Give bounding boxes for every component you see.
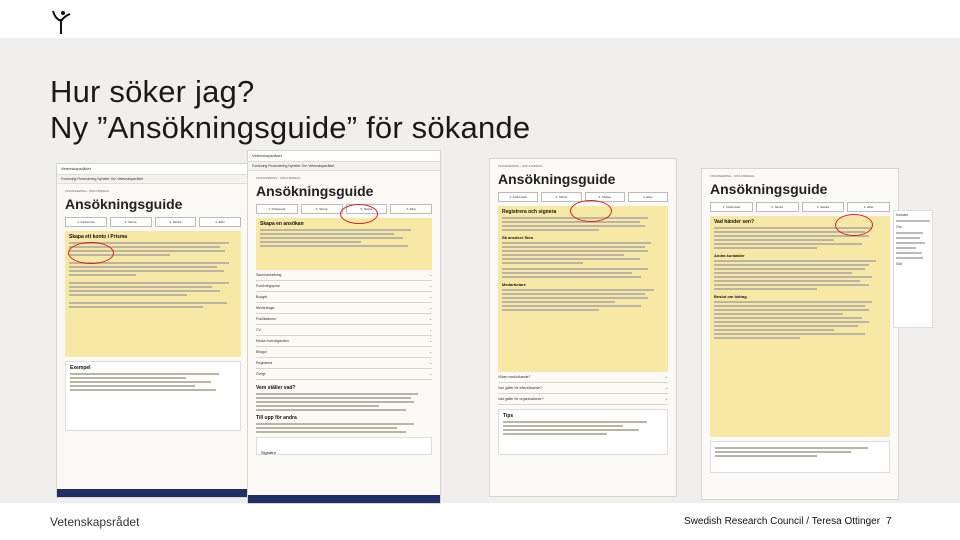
shot2-text-line xyxy=(260,237,403,239)
shot3-tab-1[interactable]: 1. Förbereda xyxy=(498,192,538,202)
shot4-text-line xyxy=(714,288,817,290)
shot1-tabs xyxy=(65,217,241,227)
shot4-text-line xyxy=(714,309,869,311)
shot4-text-line xyxy=(714,280,860,282)
shot3-text-line xyxy=(502,254,624,256)
chevron-down-icon: ⌄ xyxy=(665,375,668,379)
footer-credit xyxy=(684,516,892,527)
shot4-text-line xyxy=(714,243,862,245)
shot2-section xyxy=(256,218,432,270)
shot2-tab-4[interactable]: 4. Efter xyxy=(390,204,432,214)
shot3-tips-line xyxy=(503,429,639,431)
chevron-down-icon: ⌄ xyxy=(429,372,432,376)
shot2-acc-label: Sammanfattning xyxy=(256,273,282,277)
shot1-tab-3[interactable]: 3. Skicka xyxy=(155,217,197,227)
shot2-acc-label: Registrera xyxy=(256,361,273,365)
shot1-text-line xyxy=(69,286,212,288)
chevron-down-icon: ⌄ xyxy=(429,273,432,277)
shot2-accordion-7[interactable] xyxy=(256,336,432,347)
shot1-text-line xyxy=(69,274,136,276)
shot1-text-line xyxy=(69,306,203,308)
chevron-down-icon: ⌄ xyxy=(429,317,432,321)
shot4-heading: Ansökningsguide xyxy=(710,181,828,197)
shot3-text-line xyxy=(502,258,640,260)
shot2-sub-title2: Till upp för andra xyxy=(256,415,297,421)
chevron-down-icon: ⌄ xyxy=(429,361,432,365)
side-panel-label-3[interactable]: Sök xyxy=(896,262,903,266)
shot2-accordion-10[interactable] xyxy=(256,369,432,380)
shot3-tips-line xyxy=(503,433,607,435)
shot3-text-line xyxy=(502,293,645,295)
shot1-footer-bar xyxy=(57,489,249,497)
shot4-info-line xyxy=(715,455,817,457)
side-panel-divider xyxy=(896,257,923,259)
chevron-down-icon: ⌄ xyxy=(429,339,432,343)
shot1-tab-1[interactable]: 1. Förbereda xyxy=(65,217,107,227)
shot3-breadcrumb: FINANSIERING › SÖKA BIDRAG xyxy=(498,164,543,168)
shot4-tab-4[interactable]: 4. Efter xyxy=(847,202,890,212)
shot2-tab-1[interactable]: 1. Förbereda xyxy=(256,204,298,214)
shot4-text-line xyxy=(714,305,865,307)
shot2-text-line xyxy=(256,405,379,407)
side-panel-label-2[interactable]: Om xyxy=(896,225,902,229)
shot1-text-line xyxy=(69,294,187,296)
shot2-acc-label: Etiska överväganden xyxy=(256,339,289,343)
shot4-tab-1[interactable]: 1. Förbereda xyxy=(710,202,753,212)
side-panel xyxy=(893,210,933,328)
shot3-text-line xyxy=(502,276,641,278)
shot3-text-line xyxy=(502,305,641,307)
shot4-sub1: Andra kontakter xyxy=(714,253,745,258)
shot3-text-line xyxy=(502,309,599,311)
shot2-accordion-9[interactable] xyxy=(256,358,432,369)
shot4-text-line xyxy=(714,284,869,286)
shot2-text-line xyxy=(260,229,411,231)
chevron-down-icon: ⌄ xyxy=(429,295,432,299)
shot2-text-line xyxy=(256,401,414,403)
shot2-accordion-6[interactable] xyxy=(256,325,432,336)
page-number: 7 xyxy=(886,516,892,527)
shot2-accordion-2[interactable] xyxy=(256,281,432,292)
shot3-acc-label: Vad gäller för organisationer? xyxy=(498,397,544,401)
shot1-brand: Vetenskapsrådet xyxy=(61,166,91,171)
shot3-text-line xyxy=(502,301,615,303)
shot3-section-title: Registrera och signera xyxy=(502,209,557,215)
shot2-text-line xyxy=(256,397,411,399)
highlight-circle-tab2 xyxy=(340,204,378,224)
shot1-example-line xyxy=(70,373,219,375)
shot3-text-line xyxy=(502,262,583,264)
side-panel-divider xyxy=(896,220,930,222)
shot3-text-line xyxy=(502,250,648,252)
shot2-text-line xyxy=(256,409,406,411)
chevron-down-icon: ⌄ xyxy=(429,350,432,354)
shot2-sign-text: Signatur xyxy=(261,450,276,455)
shot3-tips-line xyxy=(503,421,647,423)
shot3-text-line xyxy=(502,297,648,299)
shot1-section-title: Skapa ett konto i Prisma xyxy=(69,234,128,240)
shot2-acc-label: Budget xyxy=(256,295,268,299)
shot4-text-line xyxy=(714,260,876,262)
shot4-text-line xyxy=(714,337,800,339)
shot4-text-line xyxy=(714,264,869,266)
chevron-down-icon: ⌄ xyxy=(429,284,432,288)
shot3-text-line xyxy=(502,268,648,270)
shot2-section-title: Skapa en ansökan xyxy=(260,221,304,227)
shot2-tab-3[interactable]: 3. Skicka xyxy=(346,204,388,214)
shot4-tab-2[interactable]: 2. Skriva xyxy=(756,202,799,212)
shot1-example-line xyxy=(70,385,195,387)
shot3-text-line xyxy=(502,225,645,227)
shot3-acc-label: Vilken medsökande? xyxy=(498,375,531,379)
shot3-tips-title: Tips xyxy=(503,413,514,419)
shot3-sub1: Så ansöker flera xyxy=(502,235,533,240)
shot2-breadcrumb: FINANSIERING › SÖKA BIDRAG xyxy=(256,176,301,180)
chevron-down-icon: ⌄ xyxy=(665,386,668,390)
shot2-acc-label: Övrigt xyxy=(256,372,266,376)
screenshot-step2 xyxy=(247,150,441,504)
chevron-down-icon: ⌄ xyxy=(429,328,432,332)
shot3-acc-label: Vad gäller för eftersökande? xyxy=(498,386,542,390)
shot3-sub2: Medarbetare xyxy=(502,282,526,287)
shot2-text-line xyxy=(260,233,394,235)
shot3-text-line xyxy=(502,289,654,291)
shot1-example-line xyxy=(70,381,211,383)
side-panel-divider xyxy=(896,242,925,244)
shot2-acc-label: Bilagor xyxy=(256,350,267,354)
shot2-text-line xyxy=(256,423,414,425)
side-panel-divider xyxy=(896,247,916,249)
shot3-tab-3[interactable]: 3. Skicka xyxy=(585,192,625,202)
slide-title xyxy=(50,74,530,146)
shot2-nav: Forskning Finansiering Nyheter Om Vetenskapsrådet xyxy=(248,162,440,171)
highlight-circle-tab1 xyxy=(68,242,114,264)
shot4-sub2: Beslut om bidrag xyxy=(714,294,747,299)
shot1-heading: Ansökningsguide xyxy=(65,196,183,212)
slide-title-line-1: Hur söker jag? xyxy=(50,74,255,109)
shot2-text-line xyxy=(260,241,361,243)
shot2-text-line xyxy=(260,245,408,247)
shot2-acc-label: Forskningsplan xyxy=(256,284,280,288)
shot1-header xyxy=(57,164,249,175)
shot4-info-line xyxy=(715,447,868,449)
shot2-text-line xyxy=(256,427,397,429)
shot2-subsection xyxy=(256,385,432,433)
shot3-accordion-2[interactable] xyxy=(498,383,668,394)
shot3-accordion-3[interactable] xyxy=(498,394,668,405)
shot3-heading: Ansökningsguide xyxy=(498,171,616,187)
shot1-breadcrumb: FINANSIERING › SÖKA BIDRAG xyxy=(65,189,110,193)
shot1-text-line xyxy=(69,270,224,272)
shot2-acc-label: CV xyxy=(256,328,261,332)
footer-logo-text: Vetenskapsrådet xyxy=(50,515,140,529)
side-panel-divider xyxy=(896,237,920,239)
shot2-sign-box xyxy=(256,437,432,455)
shot4-text-line xyxy=(714,317,862,319)
shot1-text-line xyxy=(69,302,227,304)
shot4-info-box xyxy=(710,441,890,473)
shot4-text-line xyxy=(714,329,834,331)
shot1-text-line xyxy=(69,266,217,268)
shot2-accordion-8[interactable] xyxy=(256,347,432,358)
shot2-tab-2[interactable]: 2. Skriva xyxy=(301,204,343,214)
side-panel-divider xyxy=(896,252,922,254)
shot4-text-line xyxy=(714,321,869,323)
shot3-section xyxy=(498,206,668,372)
shot1-tab-2[interactable]: 2. Skriva xyxy=(110,217,152,227)
shot4-text-line xyxy=(714,333,865,335)
shot2-accordion-3[interactable] xyxy=(256,292,432,303)
shot3-text-line xyxy=(502,242,651,244)
shot3-text-line xyxy=(502,246,645,248)
shot2-header xyxy=(248,151,440,162)
shot2-acc-label: Meriteringar xyxy=(256,306,275,310)
shot2-accordion-4[interactable] xyxy=(256,303,432,314)
shot3-text-line xyxy=(502,229,599,231)
side-panel-label-1[interactable]: Kontakt xyxy=(896,213,908,217)
highlight-circle-tab4 xyxy=(835,214,873,236)
shot3-accordion-1[interactable] xyxy=(498,372,668,383)
top-band xyxy=(0,0,960,38)
shot1-example-box xyxy=(65,361,241,431)
shot3-tab-2[interactable]: 2. Skriva xyxy=(541,192,581,202)
shot4-text-line xyxy=(714,272,852,274)
shot4-text-line xyxy=(714,276,872,278)
shot3-tips-line xyxy=(503,425,623,427)
shot2-brand: Vetenskapsrådet xyxy=(252,153,282,158)
shot2-heading: Ansökningsguide xyxy=(256,183,374,199)
shot2-footer-bar xyxy=(248,495,440,503)
shot4-text-line xyxy=(714,239,834,241)
shot2-sub-title: Vem ställer vad? xyxy=(256,385,296,391)
shot4-section-title: Vad händer sen? xyxy=(714,219,755,225)
shot2-acc-label: Publikationer xyxy=(256,317,277,321)
shot1-example-line xyxy=(70,389,216,391)
shot4-section xyxy=(710,216,890,437)
shot4-text-line xyxy=(714,268,865,270)
shot4-info-line xyxy=(715,451,851,453)
shot3-text-line xyxy=(502,221,640,223)
shot3-tab-4[interactable]: 4. Efter xyxy=(628,192,668,202)
shot1-example-line xyxy=(70,377,186,379)
shot4-text-line xyxy=(714,247,817,249)
shot4-text-line xyxy=(714,313,843,315)
shot3-tips-box xyxy=(498,409,668,455)
slide-title-line-2: Ny ”Ansökningsguide” för sökande xyxy=(50,110,531,145)
shot1-text-line xyxy=(69,290,220,292)
vr-logo-icon xyxy=(50,9,72,35)
shot2-text-line xyxy=(256,393,418,395)
side-panel-divider xyxy=(896,232,923,234)
shot2-accordion-1[interactable] xyxy=(256,270,432,281)
shot4-tab-3[interactable]: 3. Skicka xyxy=(802,202,845,212)
shot1-text-line xyxy=(69,282,229,284)
shot3-text-line xyxy=(502,272,632,274)
chevron-down-icon: ⌄ xyxy=(429,306,432,310)
shot1-example-title: Exempel xyxy=(70,365,91,371)
shot4-text-line xyxy=(714,235,869,237)
shot1-tab-4[interactable]: 4. Efter xyxy=(199,217,241,227)
shot4-tabs xyxy=(710,202,890,212)
highlight-circle-tab3 xyxy=(570,200,612,222)
shot4-text-line xyxy=(714,301,872,303)
shot1-nav: Forskning Finansiering Nyheter Om Vetenskapsrådet xyxy=(57,175,249,184)
shot4-breadcrumb: FINANSIERING › SÖKA BIDRAG xyxy=(710,174,755,178)
screenshot-step1 xyxy=(56,163,250,498)
shot2-accordion-5[interactable] xyxy=(256,314,432,325)
chevron-down-icon: ⌄ xyxy=(665,397,668,401)
shot2-text-line xyxy=(256,431,406,433)
footer-credit-text: Swedish Research Council / Teresa Ottinger xyxy=(684,516,881,527)
shot4-text-line xyxy=(714,325,858,327)
